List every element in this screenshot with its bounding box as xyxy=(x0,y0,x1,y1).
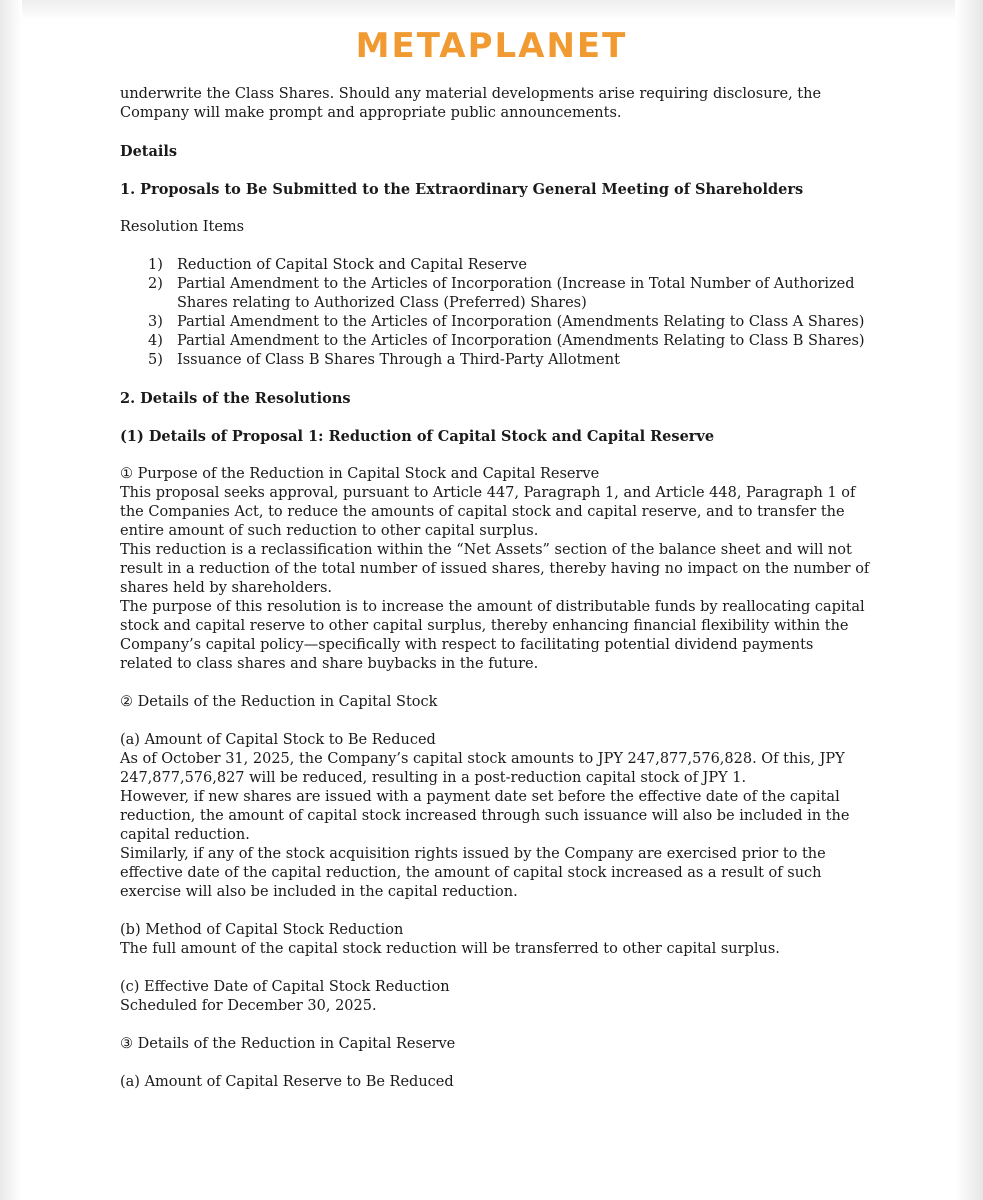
capital-stock-a-heading: (a) Amount of Capital Stock to Be Reduced xyxy=(120,732,436,748)
list-item-text: Reduction of Capital Stock and Capital Reserve xyxy=(177,257,527,273)
list-item-text: Partial Amendment to the Articles of Incorporation (Amendments Relating to Class A Shares) xyxy=(177,314,865,330)
capital-stock-c-paragraph: Scheduled for December 30, 2025. xyxy=(120,998,377,1014)
resolution-items-list xyxy=(120,256,870,370)
list-item-number: 1) xyxy=(148,257,163,273)
capital-stock-heading: ② Details of the Reduction in Capital Stock xyxy=(120,694,438,710)
purpose-heading: ① Purpose of the Reduction in Capital Stock and Capital Reserve xyxy=(120,466,600,482)
capital-stock-a-paragraph-3: Similarly, if any of the stock acquisition rights issued by the Company are exercised prior to the effective date of the capital reduction, the amount of capital stock increased as a result of such exercise will also be included in the capital reduction. xyxy=(120,846,826,900)
section1-heading: 1. Proposals to Be Submitted to the Extraordinary General Meeting of Shareholders xyxy=(120,181,804,198)
list-item-number: 5) xyxy=(148,352,163,368)
list-item-text: Issuance of Class B Shares Through a Third-Party Allotment xyxy=(177,352,620,368)
proposal1-heading: (1) Details of Proposal 1: Reduction of Capital Stock and Capital Reserve xyxy=(120,428,715,445)
list-item xyxy=(148,275,870,313)
list-item xyxy=(148,313,870,332)
resolution-items-label: Resolution Items xyxy=(120,219,245,235)
document-page xyxy=(120,85,870,1092)
company-logo: METAPLANET xyxy=(355,26,628,66)
scan-shadow-top xyxy=(0,0,983,20)
list-item-number: 4) xyxy=(148,333,163,349)
list-item-text: Partial Amendment to the Articles of Incorporation (Amendments Relating to Class B Shares) xyxy=(177,333,865,349)
capital-reserve-a-heading: (a) Amount of Capital Reserve to Be Reduced xyxy=(120,1074,454,1090)
capital-stock-b-paragraph: The full amount of the capital stock reduction will be transferred to other capital surplus. xyxy=(120,941,780,957)
purpose-paragraph-3: The purpose of this resolution is to increase the amount of distributable funds by reallocating capital stock and capital reserve to other capital surplus, thereby enhancing financial flexibility within the Company’s capital policy—specifically with respect to facilitating potential dividend payments related to class shares and share buybacks in the future. xyxy=(120,599,865,672)
list-item-text: Partial Amendment to the Articles of Incorporation (Increase in Total Number of Authorized Shares relating to Authorized Class (Preferred) Shares) xyxy=(177,276,855,311)
scan-shadow-left xyxy=(0,0,22,1200)
details-heading: Details xyxy=(120,143,178,160)
section2-heading: 2. Details of the Resolutions xyxy=(120,390,351,407)
purpose-paragraph-1: This proposal seeks approval, pursuant to Article 447, Paragraph 1, and Article 448, Paragraph 1 of the Companies Act, to reduce the amounts of capital stock and capital reserve, and to transfer the entire amount of such reduction to other capital surplus. xyxy=(120,485,856,539)
list-item xyxy=(148,351,870,370)
capital-reserve-heading: ③ Details of the Reduction in Capital Reserve xyxy=(120,1036,456,1052)
capital-stock-a-paragraph-1: As of October 31, 2025, the Company’s capital stock amounts to JPY 247,877,576,828. Of this, JPY 247,877,576,827 will be reduced, resulting in a post-reduction capital stock of JPY 1. xyxy=(120,751,845,786)
capital-stock-c-heading: (c) Effective Date of Capital Stock Reduction xyxy=(120,979,450,995)
purpose-paragraph-2: This reduction is a reclassification within the “Net Assets” section of the balance sheet and will not result in a reduction of the total number of issued shares, thereby having no impact on the number of shares held by shareholders. xyxy=(120,542,870,596)
intro-paragraph: underwrite the Class Shares. Should any material developments arise requiring disclosure, the Company will make prompt and appropriate public announcements. xyxy=(120,86,822,121)
list-item-number: 3) xyxy=(148,314,163,330)
capital-stock-a-paragraph-2: However, if new shares are issued with a payment date set before the effective date of the capital reduction, the amount of capital stock increased through such issuance will also be included in the capital reduction. xyxy=(120,789,850,843)
capital-stock-b-heading: (b) Method of Capital Stock Reduction xyxy=(120,922,404,938)
list-item xyxy=(148,256,870,275)
scan-shadow-right xyxy=(955,0,983,1200)
list-item xyxy=(148,332,870,351)
list-item-number: 2) xyxy=(148,276,163,292)
